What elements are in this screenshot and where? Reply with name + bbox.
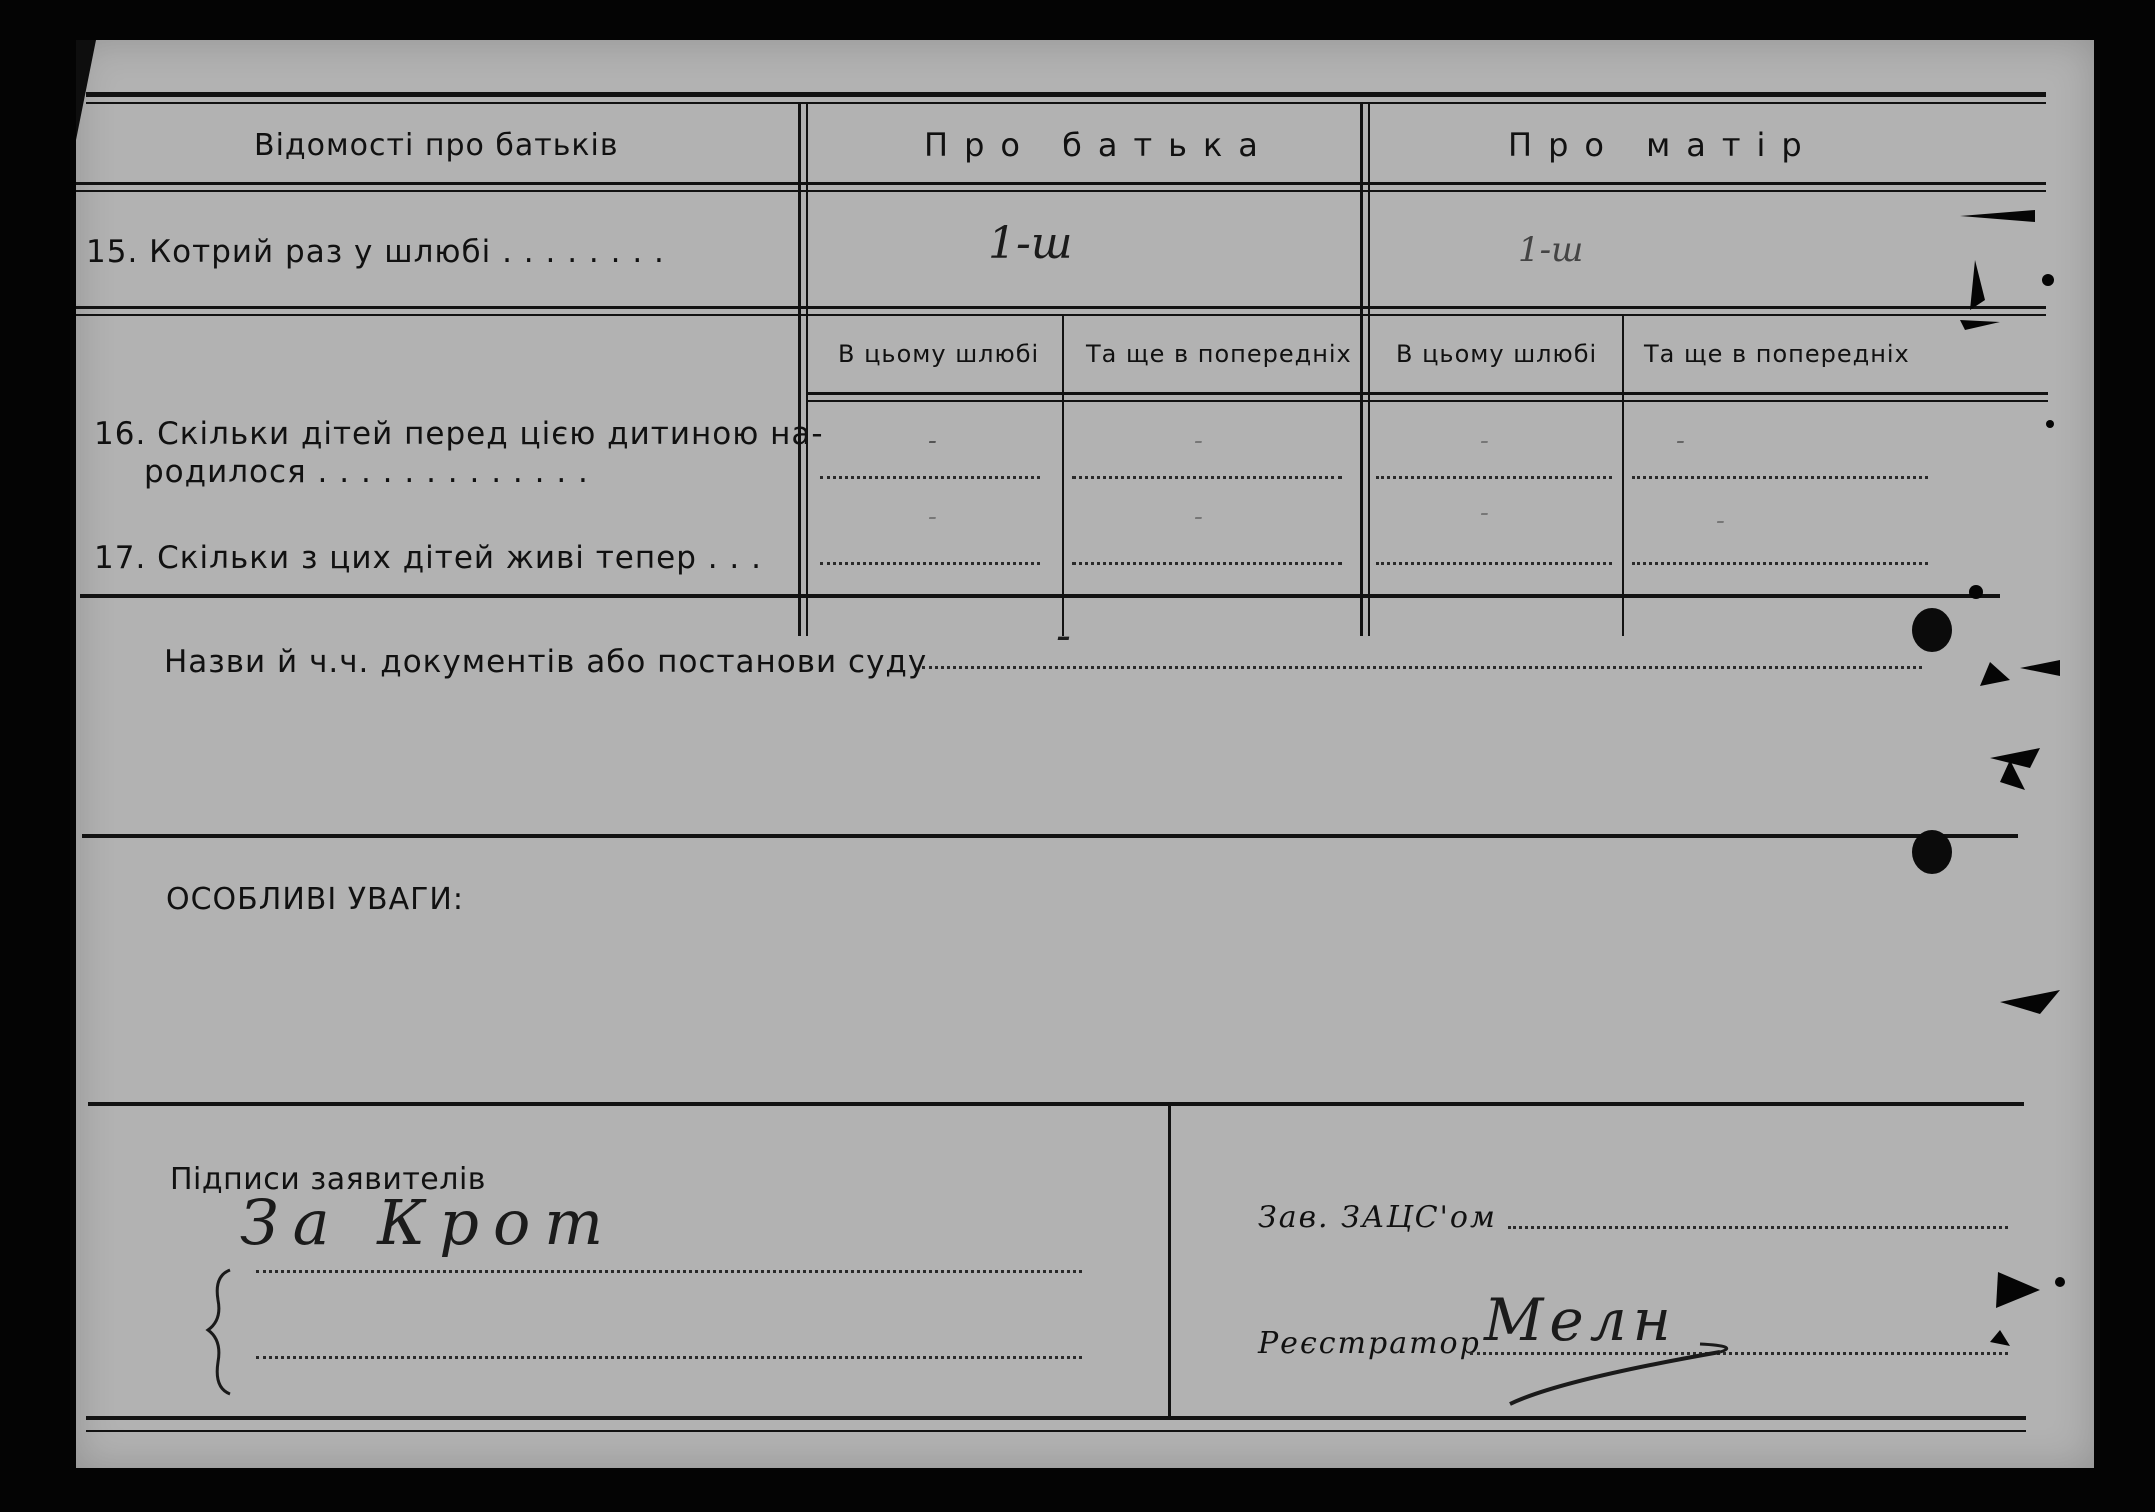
row16-father-this-value: - xyxy=(928,426,937,456)
row15-label: 15. Котрий раз у шлюбі . . . . . . . . xyxy=(86,234,665,270)
row15-mother-value: 1-ш xyxy=(1518,230,1584,270)
row16-mother-this-value: - xyxy=(1480,426,1489,456)
father-previous-heading: Та ще в попередніх xyxy=(1086,340,1352,368)
row16-father-prev-value: - xyxy=(1194,426,1203,456)
row16-label-line2: родилося . . . . . . . . . . . . . xyxy=(144,454,589,490)
special-remarks-label: ОСОБЛИВІ УВАГИ: xyxy=(166,882,464,917)
row17-father-prev-value: - xyxy=(1194,502,1203,532)
documents-label: Назви й ч.ч. документів або постанови суду xyxy=(164,644,928,680)
row17-label: 17. Скільки з цих дітей живі тепер . . . xyxy=(94,540,762,576)
applicant-signature: За Крот xyxy=(240,1186,618,1259)
row16-mother-prev-value: - xyxy=(1676,426,1685,456)
row15-father-value: 1-ш xyxy=(988,218,1073,269)
zags-head-label: Зав. ЗАЦС'ом xyxy=(1258,1200,1497,1235)
row17-mother-prev-value: - xyxy=(1716,506,1725,536)
father-column-heading: Про батька xyxy=(924,126,1274,164)
row17-father-this-value: - xyxy=(928,502,937,532)
documents-value: - xyxy=(1056,610,1071,661)
registrar-signature: Мелн xyxy=(1484,1286,1677,1354)
mother-column-heading: Про матір xyxy=(1508,126,1818,164)
registrar-label: Реєстратор xyxy=(1258,1326,1481,1361)
row16-label-line1: 16. Скільки дітей перед цією дитиною на- xyxy=(94,416,824,452)
mother-this-marriage-heading: В цьому шлюбі xyxy=(1396,340,1598,368)
father-this-marriage-heading: В цьому шлюбі xyxy=(838,340,1040,368)
row17-mother-this-value: - xyxy=(1480,498,1489,528)
parents-info-heading: Відомості про батьків xyxy=(254,128,619,163)
mother-previous-heading: Та ще в попередніх xyxy=(1644,340,1910,368)
applicants-signatures-label: Підписи заявителів xyxy=(170,1162,486,1197)
